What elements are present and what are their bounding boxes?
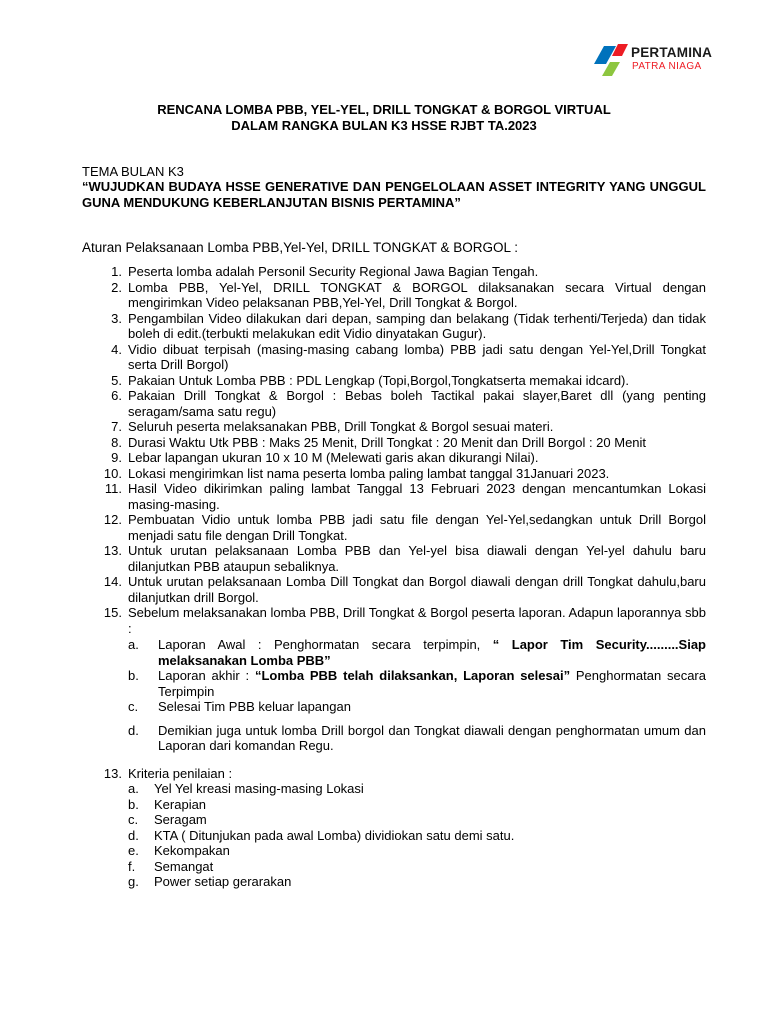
rule-number: 14. <box>103 574 122 589</box>
report-letter: c. <box>128 699 139 714</box>
report-text: Laporan akhir : <box>158 668 255 683</box>
criteria-letter: d. <box>128 827 139 843</box>
rule-number: 8. <box>111 434 122 450</box>
rule-text: Durasi Waktu Utk PBB : Maks 25 Menit, Drill Tongkat : 20 Menit dan Drill Borgol : 20 Menit <box>128 434 647 450</box>
rule-number: 6. <box>111 388 122 403</box>
rule-text: Sebelum melaksanakan lomba PBB, Drill Tongkat & Borgol peserta laporan. Adapun laporannya sbb : <box>128 605 706 636</box>
report-text: Demikian juga untuk lomba Drill borgol dan Tongkat diawali dengan penghormatan umum dan Laporan dari komandan Regu. <box>158 722 706 753</box>
criteria-letter: b. <box>128 796 139 812</box>
rules-list <box>82 264 706 890</box>
criteria-letter: a. <box>128 781 139 796</box>
report-item-c <box>128 699 706 715</box>
rule-item <box>82 512 706 543</box>
criteria-text: Seragam <box>154 812 207 827</box>
criteria-item <box>128 828 706 844</box>
criteria-number: 13. <box>103 765 122 781</box>
rule-item <box>82 342 706 373</box>
rule-item <box>82 481 706 512</box>
document-title-line1: RENCANA LOMBA PBB, YEL-YEL, DRILL TONGKAT & BORGOL VIRTUAL <box>157 102 611 117</box>
criteria-item <box>128 781 706 797</box>
rule-item <box>82 388 706 419</box>
rule-text: Vidio dibuat terpisah (masing-masing cabang lomba) PBB jadi satu dengan Yel-Yel,Drill Tongkat serta Drill Borgol) <box>128 341 706 372</box>
rule-number: 11. <box>104 481 122 496</box>
report-letter: b. <box>128 668 139 683</box>
criteria-letter: c. <box>128 812 139 827</box>
criteria-item <box>128 874 706 890</box>
rule-text: Pakaian Untuk Lomba PBB : PDL Lengkap (Topi,Borgol,Tongkatserta memakai idcard). <box>128 372 630 388</box>
rule-number: 5. <box>111 372 122 388</box>
report-letter: d. <box>128 722 139 738</box>
rule-number: 12. <box>103 512 122 527</box>
rule-number: 1. <box>111 264 122 279</box>
rule-number: 15. <box>103 605 122 620</box>
rule-item <box>82 311 706 342</box>
criteria-list <box>128 781 706 890</box>
criteria-label: Kriteria penilaian : <box>128 765 233 781</box>
criteria-item <box>128 797 706 813</box>
logo-subtitle: PATRA NIAGA <box>632 61 702 72</box>
criteria-text: KTA ( Ditunjukan pada awal Lomba) dividiokan satu demi satu. <box>154 827 515 843</box>
report-quote: “ Lapor Tim Security.........Siap melaksanakan Lomba PBB” <box>158 637 706 668</box>
report-text-tail: Penghormatan secara Terpimpin <box>158 668 706 699</box>
rule-text: Lebar lapangan ukuran 10 x 10 M (Melewati garis akan dikurangi Nilai). <box>128 450 539 465</box>
criteria-text: Kekompakan <box>154 843 230 858</box>
rule-number: 4. <box>111 341 122 357</box>
document-title-line2: DALAM RANGKA BULAN K3 HSSE RJBT TA.2023 <box>231 118 537 133</box>
criteria-text: Yel Yel kreasi masing-masing Lokasi <box>154 781 364 796</box>
criteria-letter: f. <box>128 858 136 874</box>
rule-item <box>82 373 706 389</box>
rule-item <box>82 605 706 754</box>
report-text: Selesai Tim PBB keluar lapangan <box>158 699 351 714</box>
rule-text: Lomba PBB, Yel-Yel, DRILL TONGKAT & BORGOL dilaksanakan secara Virtual dengan mengirimkan Video pelaksanan PBB,Yel-Yel, Drill Tongkat & Borgol. <box>128 279 706 310</box>
report-sublist <box>128 637 706 754</box>
criteria-letter: g. <box>128 874 139 889</box>
rule-item <box>82 264 706 280</box>
rule-number: 2. <box>111 279 122 295</box>
pertamina-logo <box>594 42 714 78</box>
report-item-d <box>128 723 706 754</box>
criteria-text: Power setiap gerarakan <box>154 874 292 889</box>
rule-number: 10. <box>103 465 122 481</box>
pertamina-logo-icon <box>594 42 630 78</box>
rule-text: Peserta lomba adalah Personil Security Regional Jawa Bagian Tengah. <box>128 264 539 279</box>
theme-label: TEMA BULAN K3 <box>82 164 184 179</box>
rule-number: 7. <box>111 419 122 434</box>
criteria-text: Kerapian <box>154 796 207 812</box>
report-quote: “Lomba PBB telah dilaksankan, Laporan selesai” <box>254 668 571 683</box>
rule-item <box>82 466 706 482</box>
report-letter: a. <box>128 637 139 652</box>
rules-intro: Aturan Pelaksanaan Lomba PBB,Yel-Yel, DRILL TONGKAT & BORGOL : <box>82 240 518 255</box>
rule-text: Seluruh peserta melaksanakan PBB, Drill Tongkat & Borgol sesuai materi. <box>128 419 554 434</box>
rule-item <box>82 435 706 451</box>
criteria-item <box>128 859 706 875</box>
rule-number: 3. <box>111 310 122 326</box>
rule-item <box>82 450 706 466</box>
report-item-b <box>128 668 706 699</box>
theme-text: “WUJUDKAN BUDAYA HSSE GENERATIVE DAN PENGELOLAAN ASSET INTEGRITY YANG UNGGUL GUNA MENDUKUNG KEBERLANJUTAN BISNIS PERTAMINA” <box>82 179 706 210</box>
rule-text: Hasil Video dikirimkan paling lambat Tanggal 13 Februari 2023 dengan mencantumkan Lokasi masing-masing. <box>128 481 706 512</box>
rule-text: Untuk urutan pelaksanaan Lomba PBB dan Yel-yel bisa diawali dengan Yel-yel dahulu baru dilanjutkan PBB ataupun sebaliknya. <box>128 543 706 574</box>
rule-item <box>82 574 706 605</box>
criteria-item <box>128 812 706 828</box>
rule-item <box>82 280 706 311</box>
rule-text: Pengambilan Video dilakukan dari depan, samping dan belakang (Tidak terhenti/Terjeda) dan tidak boleh di edit.(terbukti melakukan edit Vidio dinyatakan Gugur). <box>128 310 706 341</box>
rule-text: Pembuatan Vidio untuk lomba PBB jadi satu file dengan Yel-Yel,sedangkan untuk Drill Borgol menjadi satu file dengan Drill Tongkat. <box>128 512 706 543</box>
criteria-item <box>128 843 706 859</box>
report-item-a <box>128 637 706 668</box>
rule-item <box>82 543 706 574</box>
rule-text: Lokasi mengirimkan list nama peserta lomba paling lambat tanggal 31Januari 2023. <box>128 465 610 481</box>
criteria-letter: e. <box>128 843 139 858</box>
rule-text: Pakaian Drill Tongkat & Borgol : Bebas boleh Tactikal pakai slayer,Baret dll (yang penting seragam/sama satu regu) <box>128 388 706 419</box>
rule-number: 9. <box>111 450 122 465</box>
rule-item <box>82 419 706 435</box>
rule-number: 13. <box>103 543 122 558</box>
criteria-heading <box>82 766 706 782</box>
logo-name: PERTAMINA <box>631 45 713 60</box>
rule-text: Untuk urutan pelaksanaan Lomba Dill Tongkat dan Borgol diawali dengan drill Tongkat dahulu,baru dilanjutkan drill Borgol. <box>128 574 706 605</box>
report-text: Laporan Awal : Penghormatan secara terpimpin, <box>158 637 493 652</box>
criteria-text: Semangat <box>154 858 214 874</box>
